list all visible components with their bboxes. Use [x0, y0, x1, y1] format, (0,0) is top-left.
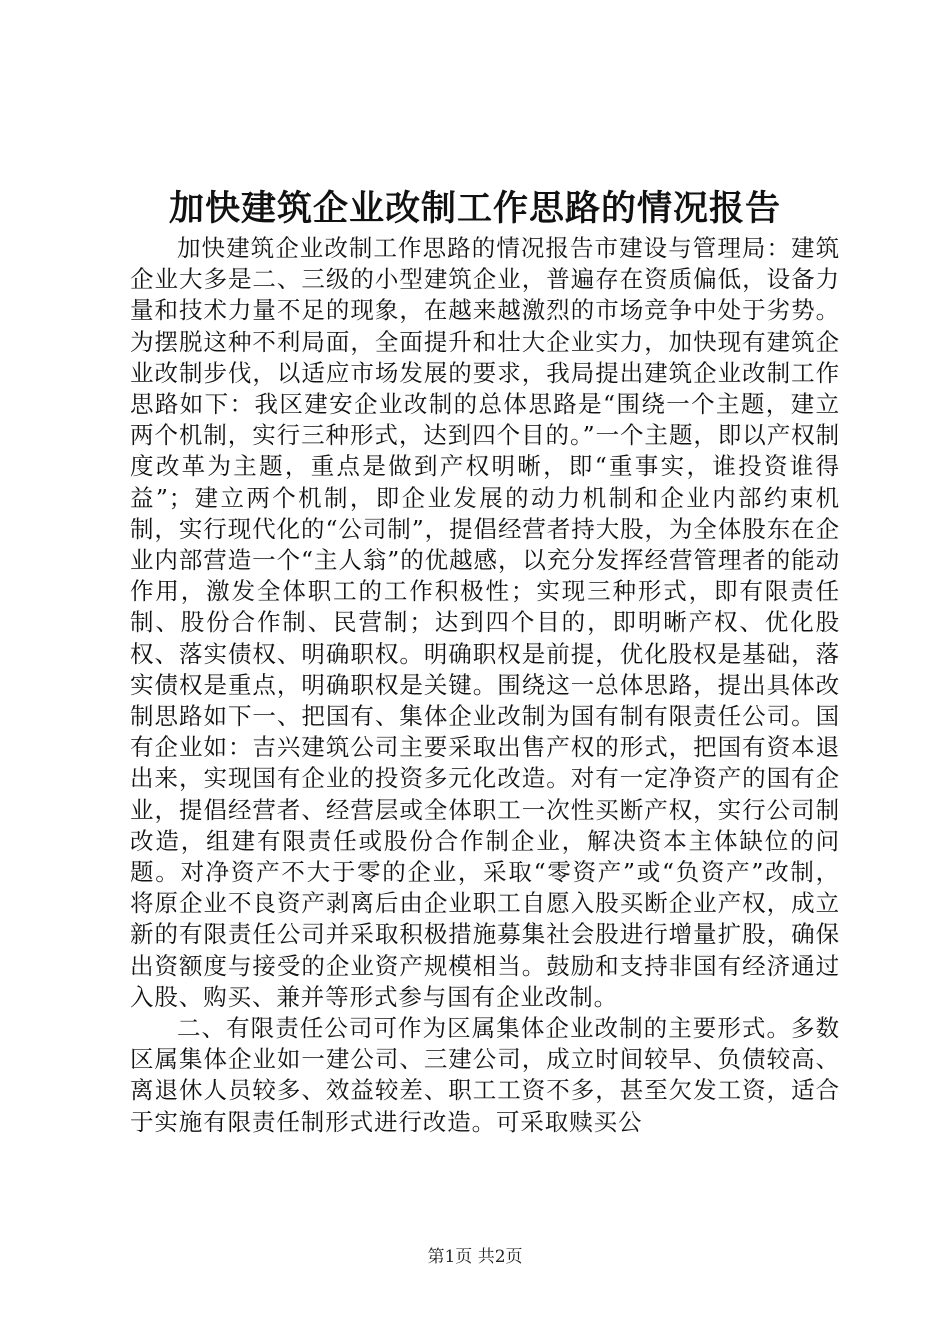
- page-number-footer: 第1页 共2页: [427, 1247, 523, 1267]
- document-body: [130, 233, 840, 1138]
- paragraph-2: 二、有限责任公司可作为区属集体企业改制的主要形式。多数区属集体企业如一建公司、三建公司，成立时间较早、负债较高、离退休人员较多、效益较差、职工工资不多，甚至欠发工资，适合于实施有限责任制形式进行改造。可采取赎买公: [130, 1014, 840, 1136]
- document-title: 加快建筑企业改制工作思路的情况报告: [168, 188, 781, 229]
- paragraph-1: 加快建筑企业改制工作思路的情况报告市建设与管理局：建筑企业大多是二、三级的小型建筑企业，普遍存在资质偏低，设备力量和技术力量不足的现象，在越来越激烈的市场竞争中处于劣势。为摆脱这种不利局面，全面提升和壮大企业实力，加快现有建筑企业改制步伐，以适应市场发展的要求，我局提出建筑企业改制工作思路如下：我区建安企业改制的总体思路是“围绕一个主题，建立两个机制，实行三种形式，达到四个目的。”一个主题，即以产权制度改革为主题，重点是做到产权明晰，即“重事实，谁投资谁得益”；建立两个机制，即企业发展的动力机制和企业内部约束机制，实行现代化的“公司制”，提倡经营者持大股，为全体股东在企业内部营造一个“主人翁”的优越感，以充分发挥经营管理者的能动作用，激发全体职工的工作积极性；实现三种形式，即有限责任制、股份合作制、民营制；达到四个目的，即明晰产权、优化股权、落实债权、明确职权。明确职权是前提，优化股权是基础，落实债权是重点，明确职权是关键。围绕这一总体思路，提出具体改制思路如下一、把国有、集体企业改制为国有制有限责任公司。国有企业如：吉兴建筑公司主要采取出售产权的形式，把国有资本退出来，实现国有企业的投资多元化改造。对有一定净资产的国有企业，提倡经营者、经营层或全体职工一次性买断产权，实行公司制改造，组建有限责任或股份合作制企业，解决资本主体缺位的问题。对净资产不大于零的企业，采取“零资产”或“负资产”改制，将原企业不良资产剥离后由企业职工自愿入股买断企业产权，成立新的有限责任公司并采取积极措施募集社会股进行增量扩股，确保出资额度与接受的企业资产规模相当。鼓励和支持非国有经济通过入股、购买、兼并等形式参与国有企业改制。: [130, 234, 840, 1011]
